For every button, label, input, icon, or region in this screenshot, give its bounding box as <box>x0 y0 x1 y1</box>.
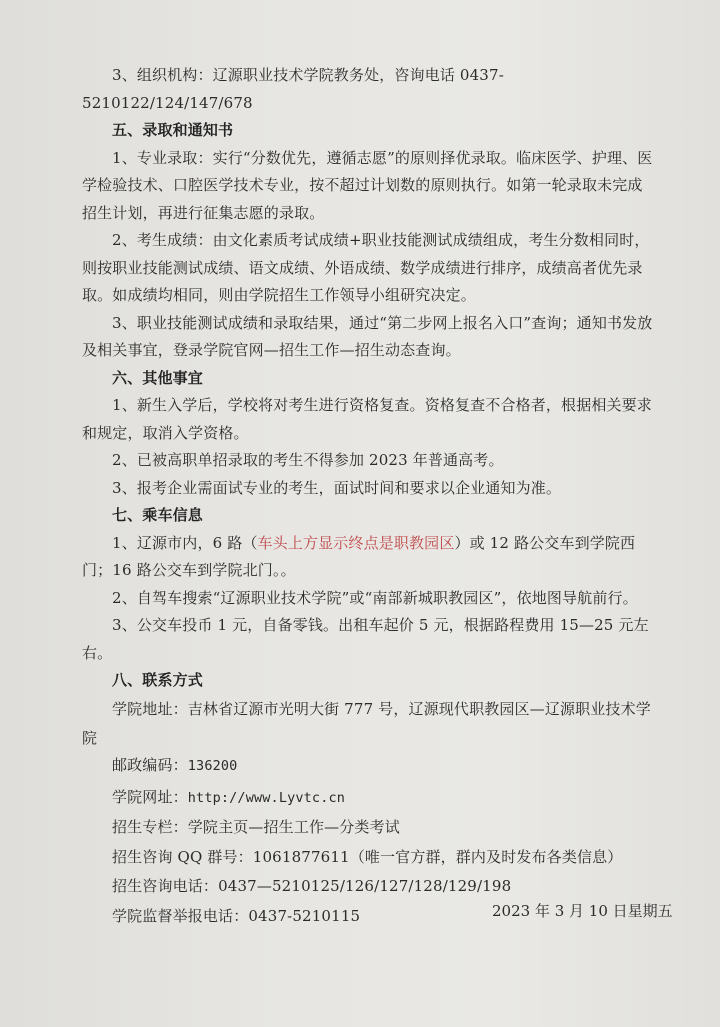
transport-paragraph-3: 3、公交车投币 1 元，自备零钱。出租车起价 5 元，根据路程费用 15—25 元左右。 <box>82 616 649 662</box>
transport-text-b: ）或 12 路公交车到学院西门；16 路公交车到学院北门。。 <box>82 533 636 579</box>
section-heading-contact: 八、联系方式 <box>112 671 203 689</box>
document-body <box>82 62 656 932</box>
contact-postcode <box>82 754 656 777</box>
postcode-label: 邮政编码： <box>112 755 188 774</box>
contact-column <box>82 813 656 843</box>
contact-address <box>82 695 656 754</box>
phone-label: 招生咨询电话： <box>112 877 219 896</box>
qq-value: 1061877611（唯一官方群，群内及时发布各类信息） <box>252 847 623 866</box>
phone-value: 0437—5210125/126/127/128/129/198 <box>218 877 512 896</box>
supervise-label: 学院监督举报电话： <box>112 907 249 926</box>
transport-highlight: 车头上方显示终点是职教园区 <box>257 533 455 552</box>
other-paragraph-3: 3、报考企业需面试专业的考生，面试时间和要求以企业通知为准。 <box>112 478 562 497</box>
admission-paragraph-2: 2、考生成绩：由文化素质考试成绩+职业技能测试成绩组成，考生分数相同时，则按职业技能测试成绩、语文成绩、外语成绩、数学成绩进行排序，成绩高者优先录取。如成绩均相同，则由学院招生工作领导小组研究决定。 <box>82 231 650 304</box>
other-paragraph-2: 2、已被高职单招录取的考生不得参加 2023 年普通高考。 <box>112 451 504 469</box>
column-label: 招生专栏： <box>112 818 188 837</box>
admission-paragraph-1: 1、专业录取：实行“分数优先，遵循志愿”的原则择优录取。临床医学、护理、医学检验技术、口腔医学技术专业，按不超过计划数的原则执行。如第一轮录取未完成招生计划，再进行征集志愿的录取。 <box>82 148 653 222</box>
admission-paragraph-3: 3、职业技能测试成绩和录取结果，通过“第二步网上报名入口”查询；通知书发放及相关事宜，登录学院官网—招生工作—招生动态查询。 <box>82 313 653 359</box>
section-heading-transport: 七、乘车信息 <box>112 506 203 524</box>
column-value: 学院主页—招生工作—分类考试 <box>187 818 400 837</box>
website-link[interactable]: http://www.Lyvtc.cn <box>187 789 346 806</box>
qq-label: 招生咨询 QQ 群号： <box>112 847 253 866</box>
contact-website <box>82 783 656 814</box>
contact-qq <box>82 843 656 873</box>
supervise-value: 0437-5210115 <box>248 907 361 926</box>
address-label: 学院地址： <box>112 699 188 718</box>
postcode-value: 136200 <box>187 757 238 774</box>
org-paragraph: 3、组织机构：辽源职业技术学院教务处，咨询电话 0437-5210122/124/147/678 <box>82 66 504 112</box>
section-heading-other: 六、其他事宜 <box>112 368 203 387</box>
document-date: 2023 年 3 月 10 日星期五 <box>492 902 673 920</box>
other-paragraph-1: 1、新生入学后，学校将对考生进行资格复查。资格复查不合格者，根据相关要求和规定，取消入学资格。 <box>82 396 652 442</box>
address-value: 吉林省辽源市光明大街 777 号，辽源现代职教园区—辽源职业技术学院 <box>82 699 651 748</box>
website-label: 学院网址： <box>112 787 188 806</box>
section-heading-admission: 五、录取和通知书 <box>112 121 234 139</box>
transport-text-a: 1、辽源市内，6 路（ <box>112 533 258 552</box>
transport-paragraph-1 <box>82 530 656 585</box>
transport-paragraph-2: 2、自驾车搜索“辽源职业技术学院”或“南部新城职教园区”，依地图导航前行。 <box>112 588 638 607</box>
